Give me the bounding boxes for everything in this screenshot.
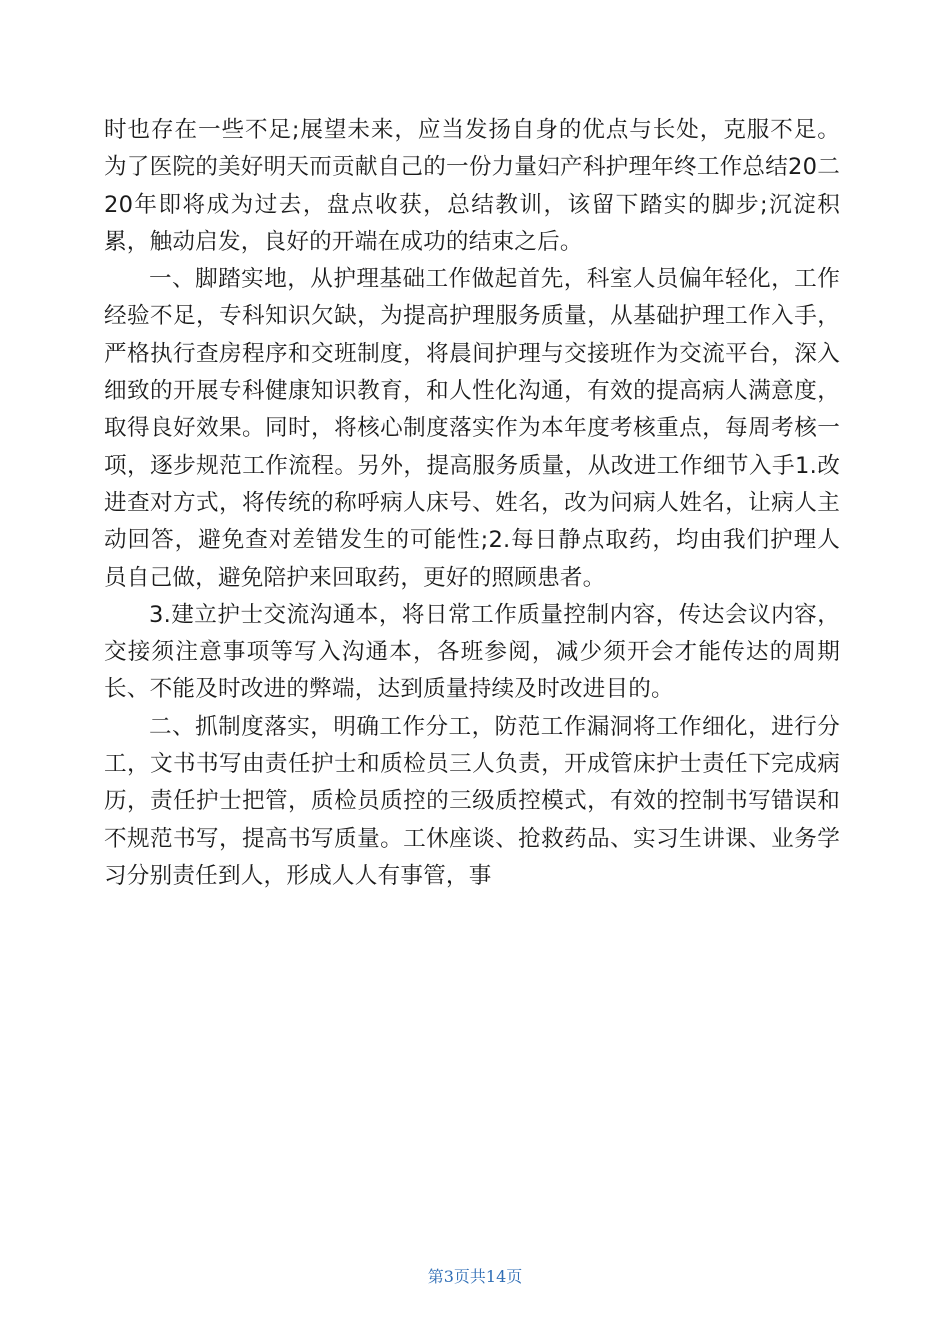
document-body bbox=[104, 112, 840, 895]
paragraph-section-two: 二、抓制度落实，明确工作分工，防范工作漏洞将工作细化，进行分工，文书书写由责任护士和质检员三人负责，开成管床护士责任下完成病历，责任护士把管，质检员质控的三级质控模式，有效的控制书写错误和不规范书写，提高书写质量。工休座谈、抢救药品、实习生讲课、业务学习分别责任到人，形成人人有事管，事 bbox=[104, 713, 840, 889]
page-number-footer: 第3页共14页 bbox=[427, 1267, 523, 1286]
paragraph-section-one: 一、脚踏实地，从护理基础工作做起首先，科室人员偏年轻化，工作经验不足，专科知识欠缺，为提高护理服务质量，从基础护理工作入手，严格执行查房程序和交班制度，将晨间护理与交接班作为交流平台，深入细致的开展专科健康知识教育，和人性化沟通，有效的提高病人满意度，取得良好效果。同时，将核心制度落实作为本年度考核重点，每周考核一项，逐步规范工作流程。另外，提高服务质量，从改进工作细节入手1.改进查对方式，将传统的称呼病人床号、姓名，改为问病人姓名，让病人主动回答，避免查对差错发生的可能性;2.每日静点取药，均由我们护理人员自己做，避免陪护来回取药，更好的照顾患者。 bbox=[104, 266, 840, 591]
paragraph-intro: 时也存在一些不足;展望未来，应当发扬自身的优点与长处，克服不足。为了医院的美好明天而贡献自己的一份力量妇产科护理年终工作总结20二20年即将成为过去，盘点收获，总结教训，该留下踏实的脚步;沉淀积累，触动启发，良好的开端在成功的结束之后。 bbox=[104, 117, 840, 255]
paragraph-item-three: 3.建立护士交流沟通本，将日常工作质量控制内容，传达会议内容，交接须注意事项等写入沟通本，各班参阅，减少须开会才能传达的周期长、不能及时改进的弊端，达到质量持续及时改进目的。 bbox=[104, 601, 840, 703]
